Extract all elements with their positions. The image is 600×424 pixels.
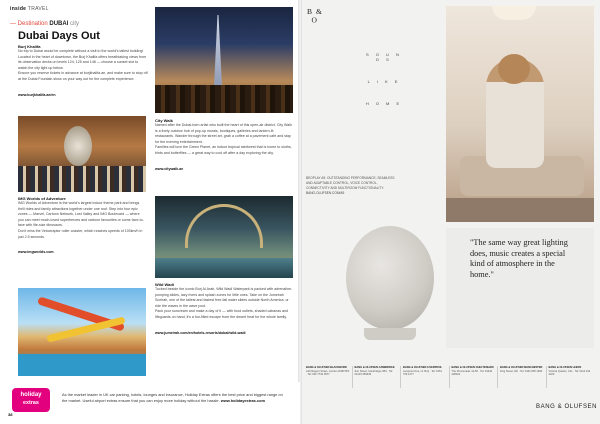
article-body: No trip to Dubai would be complete without a visit to the world's tallest building! Located in the heart of downtown, the Burj Khalifa offers breathtaking views from its observation decks on levels 124, 125 and 148 — choose a sunset slot to watch the city light up below. bbox=[18, 49, 147, 70]
article-link[interactable]: www.burjkhalifa.ae/en bbox=[18, 92, 56, 97]
kicker-section: TRAVEL bbox=[27, 6, 49, 12]
page-title: Dubai Days Out bbox=[18, 30, 100, 42]
destination-strap bbox=[10, 21, 79, 27]
waterpark-photo bbox=[18, 288, 146, 376]
svg-text:O: O bbox=[311, 15, 317, 24]
pool-shape bbox=[18, 354, 146, 376]
retailer-detail: King Street, M2 · Tel: 0161 835 1900 bbox=[500, 369, 543, 373]
retailer-detail: Sun Street, Cambridge CB4 · Tel: 01223 359339 bbox=[354, 369, 393, 377]
arch-shape bbox=[185, 204, 263, 248]
living-room-photo bbox=[446, 6, 594, 222]
rug-shape bbox=[446, 198, 594, 222]
retailer-list bbox=[306, 366, 594, 388]
article-wild-wadi bbox=[155, 282, 293, 339]
article-body: Named after the Dubai-born artist who built the heart of this open-air district, City Walk is a lively outdoor hub of pop-up murals, boutiques, galleries and lantern-lit restaurants. Wander through the street art, grab a coffee at a pavement café and stay for the evening entertainment. bbox=[155, 123, 292, 144]
article-city-walk bbox=[155, 118, 293, 175]
article-img-worlds bbox=[18, 196, 146, 258]
section-kicker bbox=[10, 6, 49, 12]
logo-line-1: holiday bbox=[20, 392, 42, 398]
retailer-item bbox=[452, 366, 499, 388]
retailer-item bbox=[306, 366, 353, 388]
article-heading: Wild Wadi bbox=[155, 282, 174, 287]
sculpture-shape bbox=[64, 126, 92, 166]
article-body-2: Don't miss the Velociraptor roller coaster, which reaches speeds of 100km/h in just 2.5 seconds. bbox=[18, 228, 143, 239]
ad-tagline bbox=[364, 52, 404, 123]
retailer-item bbox=[403, 366, 450, 388]
svg-text:B: B bbox=[307, 7, 313, 16]
destination-city: DUBAI bbox=[49, 21, 69, 27]
article-body-2: Pack your suncream and make a day of it — with food outlets, shaded cabanas and lifeguards on hand, it's a fun-filled escape from the desert heat for the whole family. bbox=[155, 309, 289, 319]
retailer-name: BANG & OLUFSEN LEEDS bbox=[548, 366, 582, 369]
article-body-2: Families will love the Green Planet, an indoor tropical rainforest that is home to sloths, birds and butterflies — a great way to cool off after a day exploring the city. bbox=[155, 145, 292, 155]
holiday-extras-logo bbox=[12, 388, 50, 412]
retailer-name: BANG & OLUFSEN CAMBRIDGE bbox=[354, 366, 395, 369]
crowd-shape bbox=[18, 166, 146, 192]
indoor-park-photo bbox=[155, 196, 293, 278]
footer-text: As the market leader in UK car parking, hotels, lounges and insurance, Holiday Extras offers the best price and biggest range on the market. Useful airport extras ensure that you can enjoy more holiday without the hassle. bbox=[62, 392, 283, 403]
destination-word: Destination bbox=[17, 21, 48, 27]
retailer-item bbox=[355, 366, 402, 388]
page-gutter bbox=[298, 0, 302, 424]
destination-tag: city bbox=[70, 21, 80, 27]
retailer-name: BANG & OLUFSEN MANCHESTER bbox=[500, 366, 543, 369]
ad-quote: "The same way great lighting does, music creates a special kind of atmosphere in the home." bbox=[470, 238, 568, 279]
article-heading: IMG Worlds of Adventure bbox=[18, 196, 66, 201]
hair-shape bbox=[498, 54, 530, 84]
beoplay-speaker-image bbox=[346, 226, 434, 330]
page-number: 38 bbox=[8, 412, 13, 417]
tagline-line: L I K E bbox=[367, 79, 401, 84]
brand-wordmark: BANG & OLUFSEN bbox=[536, 404, 598, 410]
article-link[interactable]: www.jumeirah.com/en/hotels-resorts/dubai/wild-wadi bbox=[155, 330, 246, 335]
retailer-detail: The Promenade, GL50 · Tel: 01242 228322 bbox=[451, 369, 493, 377]
city-walk-photo bbox=[18, 116, 146, 192]
footer-blurb bbox=[62, 392, 288, 404]
retailer-detail: A10 Regent Street, London W1B 5PX · Tel: 020 7734 0577 bbox=[306, 369, 350, 377]
pendant-lamp-shape bbox=[492, 6, 536, 20]
kicker-brand: inside bbox=[10, 6, 27, 12]
bang-olufsen-logo bbox=[306, 6, 324, 24]
article-heading: Burj Khalifa bbox=[18, 44, 41, 49]
article-heading: City Walk bbox=[155, 118, 173, 123]
footer-link[interactable]: www.holidayextras.com bbox=[220, 398, 265, 403]
burj-khalifa-photo bbox=[155, 7, 293, 113]
retailer-name: BANG & OLUFSEN BLACKBURN bbox=[306, 366, 347, 369]
article-link[interactable]: www.imgworlds.com bbox=[18, 250, 54, 255]
ad-small-print bbox=[306, 176, 396, 196]
tagline-line: H O M E bbox=[365, 101, 403, 106]
article-body: IMG Worlds of Adventure is the world's largest indoor theme park and brings thrill rides and family attractions together under one roof. Step into four epic zones — Marvel, Cartoon Network, Lost Valley and IMG Boulevard — where you can meet much-loved superheroes and cartoon favourites or come face-to-face with life-size dinosaurs. bbox=[18, 201, 144, 228]
retailer-detail: Liverpool One, L1 8LQ · Tel: 0151 709 1277 bbox=[403, 369, 442, 377]
speaker-stand bbox=[364, 328, 416, 340]
logo-line-2: extras bbox=[23, 400, 39, 406]
skyline-shape bbox=[155, 85, 293, 113]
tagline-line: S O U N D S bbox=[366, 52, 402, 62]
article-burj-khalifa bbox=[18, 44, 148, 101]
article-body-2: Ensure you reserve tickets in advance at burjkhalifa.ae, and make sure to stop off at the Dubai Fountain show on your way out for the complete experience. bbox=[18, 71, 148, 81]
retailer-name: BANG & OLUFSEN LIVERPOOL bbox=[403, 366, 443, 369]
slide-shape bbox=[46, 316, 125, 342]
retailer-item bbox=[500, 366, 547, 388]
bo-logo-icon bbox=[306, 6, 324, 24]
retailer-detail: Victoria Quarter, LS1 · Tel: 0113 244 4220 bbox=[548, 369, 591, 377]
retailer-name: BANG & OLUFSEN CHELTENHAM bbox=[451, 366, 494, 369]
article-body: Tucked beside the iconic Burj Al Arab, Wild Wadi Waterpark is packed with adrenaline-pumping slides, lazy rivers and splash zones for little ones. Take on the Jumeirah Sceirah, one of the tallest and fastest free-fall water slides outside North America, or ride the waves in the wave pool. bbox=[155, 287, 293, 308]
water-shape bbox=[155, 258, 293, 278]
retailer-item bbox=[549, 366, 595, 388]
ad-small-link[interactable]: BANG-OLUFSEN.COM/A9 bbox=[306, 191, 345, 196]
strap-rule: — bbox=[10, 21, 18, 27]
ad-product-claim: BEOPLAY A9: OUTSTANDING PERFORMANCE, SEAMLESS AND ADAPTABLE CONTROL, VOICE CONTROL, CONNECTIVITY AND MULTIROOM FUNCTIONALITY. bbox=[306, 176, 395, 190]
svg-text:&: & bbox=[316, 7, 322, 16]
article-link[interactable]: www.citywalk.ae bbox=[155, 166, 184, 171]
